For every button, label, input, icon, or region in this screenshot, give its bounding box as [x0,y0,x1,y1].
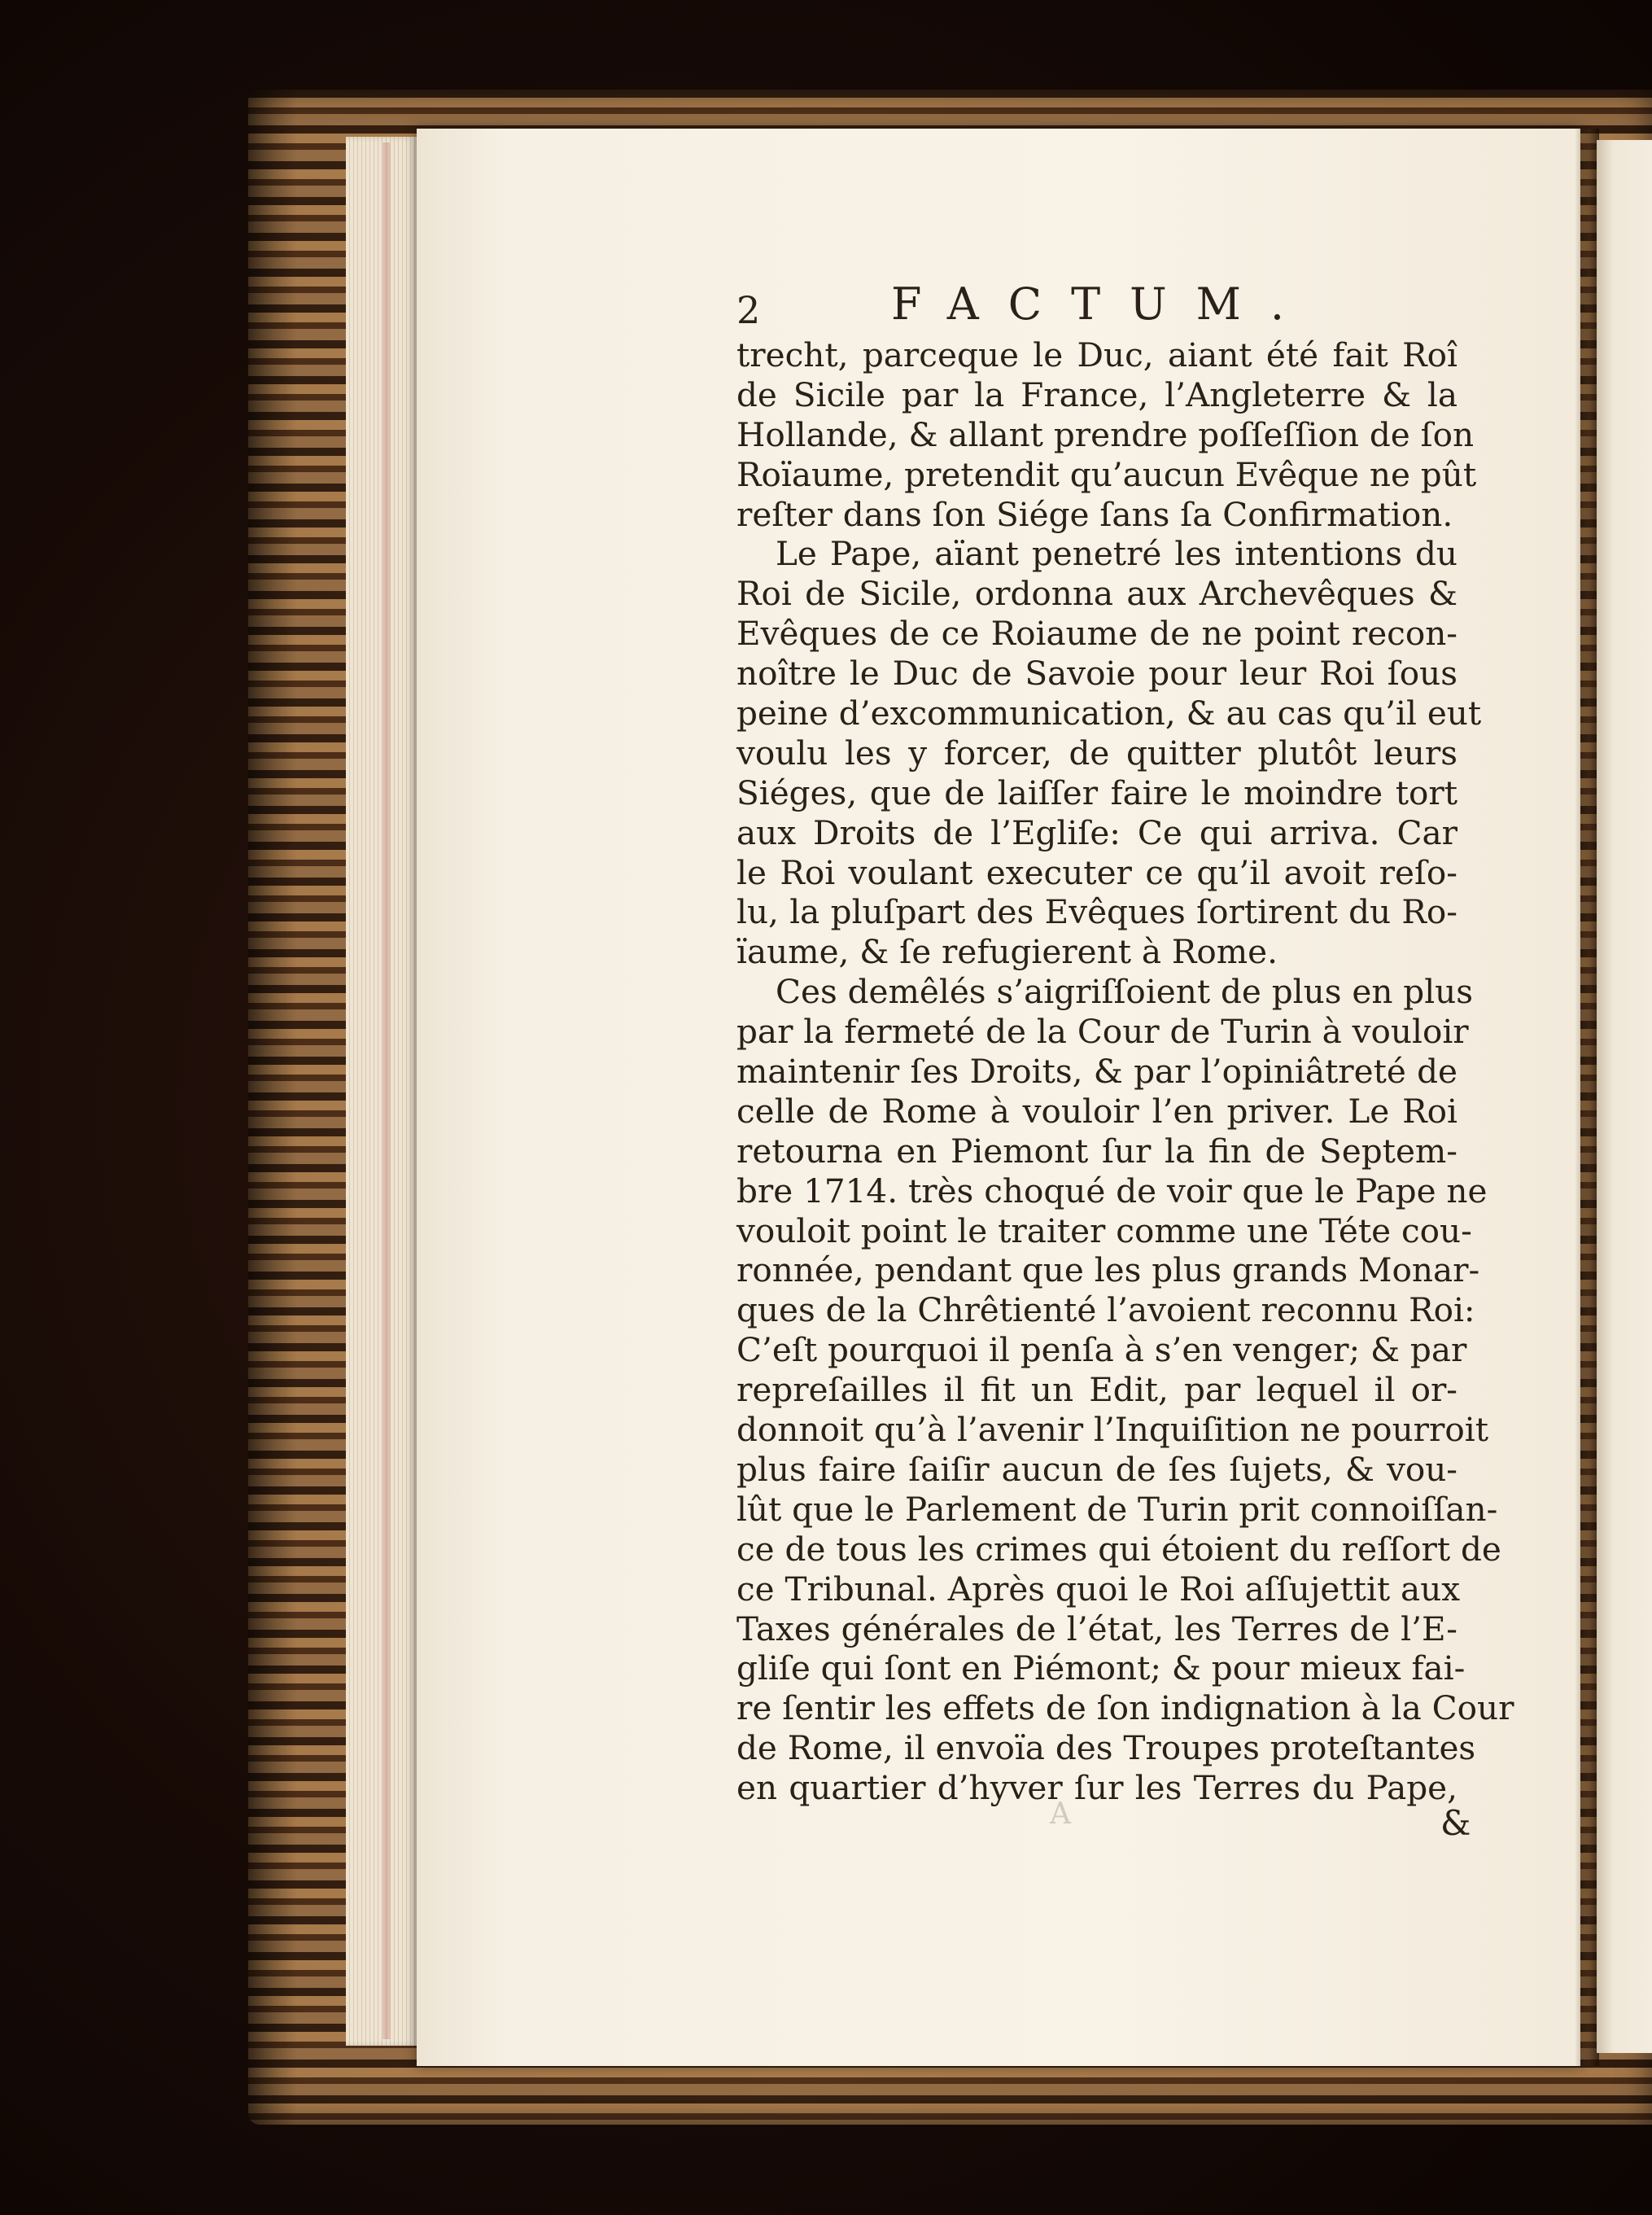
text-line: Ces demêlés s’aigriſſoient de plus en plus [776,972,1474,1012]
text-line: en quartier d’hyver ſur les Terres du Pape, [736,1768,1458,1808]
text-line: Roïaume, pretendit qu’aucun Evêque ne pût [736,454,1477,494]
text-line: gliſe qui ſont en Piémont; & pour mieux fai- [736,1648,1466,1688]
text-line: Roi de Sicile, ordonna aux Archevêques & [736,574,1458,614]
text-line: repreſailles il fit un Edit, par lequel il or- [736,1370,1458,1410]
text-line: ce Tribunal. Après quoi le Roi aſſujettit aux [736,1569,1461,1609]
text-line: vouloit point le traiter comme une Téte cou- [736,1210,1472,1250]
red-page-edge [382,142,391,2039]
text-line: de Rome, il envoïa des Troupes proteſtantes [736,1728,1476,1768]
text-line: celle de Rome à vouloir l’en priver. Le Roi [736,1091,1458,1131]
body-text [736,335,1514,1808]
text-line: reſter dans ſon Siége ſans ſa Confirmation. [736,494,1453,534]
running-head [736,278,1331,335]
page-gutter [1575,129,1599,2066]
text-line: noître le Duc de Savoie pour leur Roi ſous [736,654,1458,694]
text-line: peine d’excommunication, & au cas qu’il eut [736,694,1482,733]
text-line: bre 1714. très choqué de voir que le Pape ne [736,1171,1488,1210]
cover-shadow [248,90,297,2125]
text-line: aux Droits de l’Egliſe: Ce qui arriva. Car [736,812,1458,852]
text-line: donnoit qu’à l’avenir l’Inquiſition ne pourroit [736,1410,1488,1450]
text-line: Siéges, que de laiſſer faire le moindre tort [736,773,1458,812]
signature-mark: A [1050,1797,1071,1831]
text-line: Evêques de ce Roiaume de ne point recon- [736,614,1458,654]
running-title: FACTUM. [891,278,1314,330]
text-line: ïaume, & ſe refugierent à Rome. [736,932,1278,972]
text-line: ques de la Chrêtienté l’avoient reconnu Roi: [736,1290,1475,1330]
text-line: trecht, parceque le Duc, aiant été fait Roî [736,335,1458,374]
text-line: de Sicile par la France, l’Angleterre & la [736,374,1458,414]
text-line: voulu les y forcer, de quitter plutôt leurs [736,733,1458,773]
text-line: Hollande, & allant prendre poſſeſſion de ſon [736,414,1475,454]
catchword: & [1440,1803,1471,1843]
text-line: Le Pape, aïant penetré les intentions du [776,534,1458,574]
text-line: lût que le Parlement de Turin prit connoiſſan- [736,1489,1498,1529]
text-line: lu, la pluſpart des Evêques ſortirent du Ro- [736,892,1458,932]
text-line: ronnée, pendant que les plus grands Monar- [736,1250,1480,1290]
page-number: 2 [736,288,761,332]
text-line: retourna en Piemont ſur la fin de Septem- [736,1131,1458,1171]
text-line: re ſentir les effets de ſon indignation à la Cour [736,1688,1514,1728]
text-line: Taxes générales de l’état, les Terres de l’E- [736,1609,1458,1648]
text-line: le Roi voulant executer ce qu’il avoit reſo- [736,852,1458,892]
text-line: C’eſt pourquoi il penſa à s’en venger; & par [736,1330,1467,1370]
facing-page [1597,140,1652,2053]
text-line: plus faire ſaiſir aucun de ſes ſujets, & vou- [736,1449,1458,1489]
text-line: ce de tous les crimes qui étoient du reſſort de [736,1529,1501,1569]
text-line: maintenir ſes Droits, & par l’opiniâtreté de [736,1052,1458,1092]
text-line: par la fermeté de la Cour de Turin à vouloir [736,1012,1469,1052]
